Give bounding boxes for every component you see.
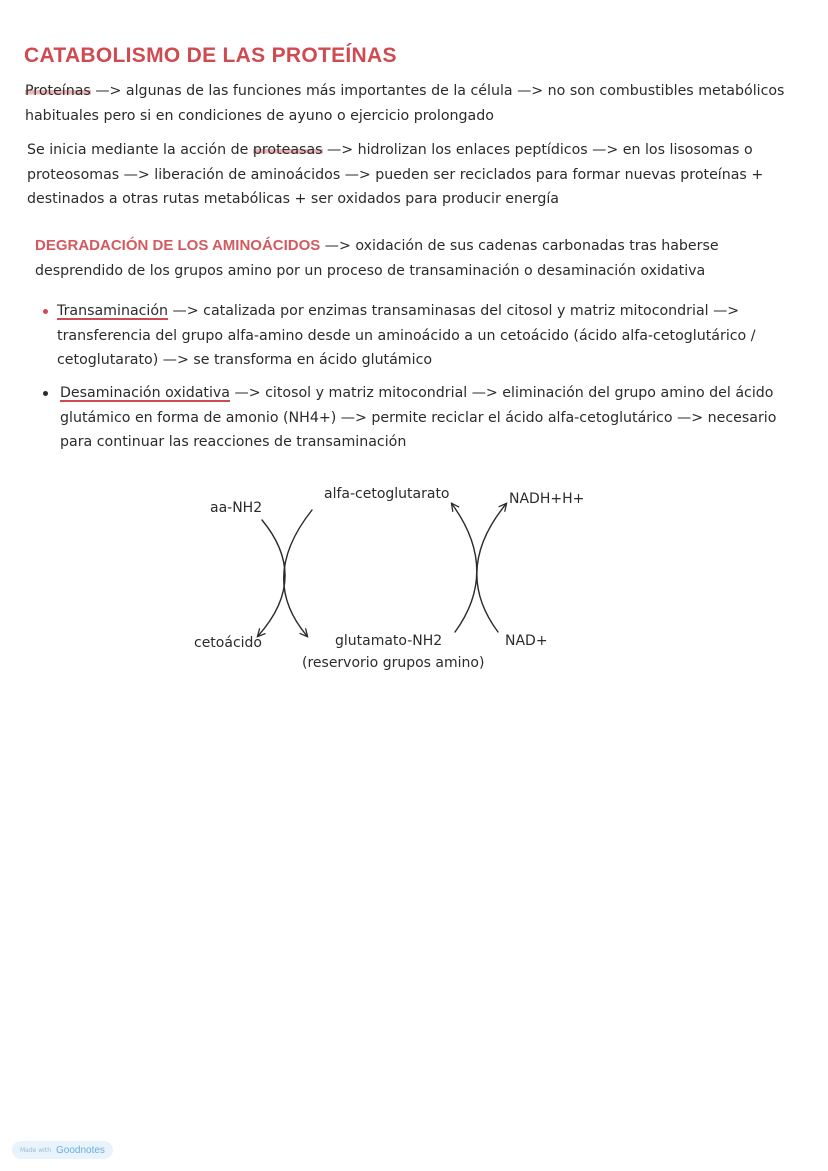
arrow-nad-to-nadh	[477, 504, 506, 632]
arrow-alfa-to-glutamato	[284, 510, 312, 636]
bullet-transaminacion	[57, 299, 787, 373]
arrow-glutamato-to-alfa	[452, 504, 477, 632]
watermark-made-with: Made with	[20, 1146, 51, 1154]
watermark-brand: Goodnotes	[56, 1144, 105, 1156]
label-cetoacido: cetoácido	[194, 635, 262, 651]
label-reservorio: (reservorio grupos amino)	[302, 655, 485, 671]
bullet-dot	[43, 391, 48, 396]
bullet-desaminacion	[60, 381, 785, 455]
label-glutamato: glutamato-NH2	[335, 633, 443, 649]
label-nad: NAD+	[505, 633, 548, 649]
label-nadh: NADH+H+	[509, 491, 585, 507]
term-transaminacion: Transaminación	[57, 303, 169, 319]
degradation-paragraph	[35, 234, 785, 283]
term-desaminacion: Desaminación oxidativa	[60, 385, 230, 401]
intro-paragraph	[25, 79, 795, 128]
arrow-aa-to-cetoacido	[258, 520, 285, 636]
desaminacion-text: —> citosol y matriz mitocondrial —> eliminación del grupo amino del ácido glutámico en forma de amonio (NH4+) —> permite reciclar el ácido alfa-cetoglutárico —> necesario para continuar las reacciones de transaminación	[60, 385, 777, 450]
transaminacion-text: —> catalizada por enzimas transaminasas del citosol y matriz mitocondrial —> transferencia del grupo alfa-amino desde un aminoácido a un cetoácido (ácido alfa-cetoglutárico / cetoglutarato) —> se transforma en ácido glutámico	[57, 303, 756, 368]
intro-text: —> algunas de las funciones más importantes de la célula —> no son combustibles metabólicos habituales pero si en condiciones de ayuno o ejercicio prolongado	[25, 83, 785, 124]
goodnotes-watermark	[12, 1141, 113, 1159]
label-aa-nh2: aa-NH2	[210, 500, 263, 516]
term-proteinas: Proteínas	[25, 83, 91, 99]
proteolysis-text-start: Se inicia mediante la acción de	[27, 142, 253, 158]
proteolysis-paragraph	[27, 138, 787, 212]
bullet-dot	[43, 309, 48, 314]
proteolysis-text-end: —> hidrolizan los enlaces peptídicos —> en los lisosomas o proteosomas —> liberación de aminoácidos —> pueden ser reciclados para formar nuevas proteínas + destinados a otras rutas metabólicas + ser oxidados para producir energía	[27, 142, 764, 207]
degradation-text: —> oxidación de sus cadenas carbonadas tras haberse desprendido de los grupos amino por un proceso de transaminación o desaminación oxidativa	[35, 238, 719, 279]
term-proteasas: proteasas	[252, 142, 323, 158]
label-alfa-cetoglutarato: alfa-cetoglutarato	[324, 486, 450, 502]
page-title: CATABOLISMO DE LAS PROTEÍNAS	[24, 44, 397, 67]
section-heading: DEGRADACIÓN DE LOS AMINOÁCIDOS	[35, 237, 321, 254]
